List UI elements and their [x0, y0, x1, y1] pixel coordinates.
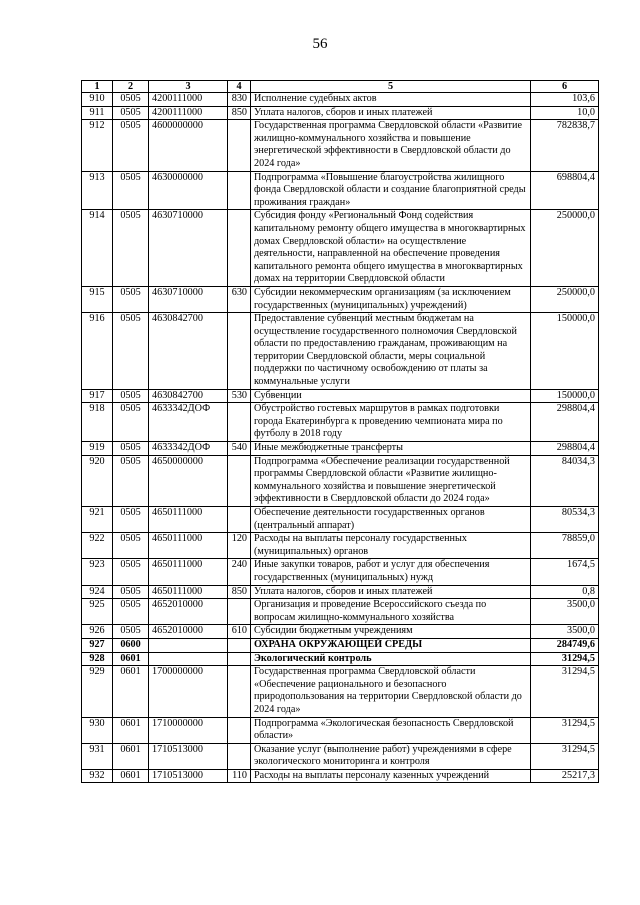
row-number: 924: [82, 585, 113, 599]
amount: 3500,0: [531, 625, 599, 639]
amount: 80534,3: [531, 507, 599, 533]
table-header-row: [82, 81, 599, 93]
item-name: Иные закупки товаров, работ и услуг для обеспечения государственных (муниципальных) нужд: [251, 559, 531, 585]
row-number: 911: [82, 106, 113, 120]
item-name: Субсидия фонду «Региональный Фонд содействия капитальному ремонту общего имущества в многоквартирных домах Свердловской области» на осуществление деятельности, направленной на обеспечение проведения капитального ремонта общего имущества в многоквартирных домах на территории Свердловской области: [251, 210, 531, 287]
section-code: 0505: [113, 625, 149, 639]
row-number: 920: [82, 455, 113, 506]
target-article-code: 4200111000: [149, 93, 228, 107]
item-name: Организация и проведение Всероссийского съезда по вопросам жилищно-коммунального хозяйства: [251, 599, 531, 625]
row-number: 929: [82, 666, 113, 717]
section-code: 0505: [113, 171, 149, 210]
amount: 31294,5: [531, 666, 599, 717]
target-article-code: 4630710000: [149, 286, 228, 312]
column-header: 5: [251, 81, 531, 93]
table-body: [82, 93, 599, 783]
section-code: 0505: [113, 585, 149, 599]
amount: 250000,0: [531, 210, 599, 287]
row-number: 932: [82, 769, 113, 783]
section-code: 0601: [113, 666, 149, 717]
amount: 150000,0: [531, 313, 599, 390]
section-code: 0505: [113, 507, 149, 533]
expense-type-code: 850: [228, 585, 251, 599]
column-header: 2: [113, 81, 149, 93]
item-name: Экологический контроль: [251, 652, 531, 666]
section-code: 0505: [113, 120, 149, 171]
amount: 3500,0: [531, 599, 599, 625]
amount: 298804,4: [531, 403, 599, 442]
table-row: [82, 743, 599, 769]
amount: 31294,5: [531, 717, 599, 743]
section-code: 0505: [113, 455, 149, 506]
table-row: [82, 507, 599, 533]
column-header: 4: [228, 81, 251, 93]
row-number: 910: [82, 93, 113, 107]
table-row: [82, 286, 599, 312]
row-number: 923: [82, 559, 113, 585]
target-article-code: 4633342ДОФ: [149, 403, 228, 442]
section-code: 0601: [113, 743, 149, 769]
target-article-code: 1700000000: [149, 666, 228, 717]
expense-type-code: [228, 652, 251, 666]
section-code: 0505: [113, 286, 149, 312]
expense-type-code: [228, 120, 251, 171]
amount: 84034,3: [531, 455, 599, 506]
table-row: [82, 533, 599, 559]
amount: 284749,6: [531, 638, 599, 652]
row-number: 928: [82, 652, 113, 666]
item-name: Подпрограмма «Экологическая безопасность Свердловской области»: [251, 717, 531, 743]
target-article-code: 4630842700: [149, 389, 228, 403]
table-row: [82, 120, 599, 171]
target-article-code: 4630710000: [149, 210, 228, 287]
amount: 250000,0: [531, 286, 599, 312]
amount: 698804,4: [531, 171, 599, 210]
target-article-code: 4630842700: [149, 313, 228, 390]
item-name: Предоставление субвенций местным бюджетам на осуществление государственного полномочия Свердловской области по предоставлению гражданам, проживающим на территории Свердловской области, меры социальной поддержки по частичному освобождению от платы за коммунальные услуги: [251, 313, 531, 390]
table-row: [82, 625, 599, 639]
expense-type-code: 240: [228, 559, 251, 585]
section-code: 0505: [113, 210, 149, 287]
expense-type-code: [228, 403, 251, 442]
target-article-code: 4650111000: [149, 585, 228, 599]
section-code: 0505: [113, 403, 149, 442]
row-number: 922: [82, 533, 113, 559]
table-row: [82, 666, 599, 717]
expense-type-code: 540: [228, 442, 251, 456]
target-article-code: 4630000000: [149, 171, 228, 210]
expense-type-code: 610: [228, 625, 251, 639]
expense-type-code: 630: [228, 286, 251, 312]
row-number: 917: [82, 389, 113, 403]
section-code: 0505: [113, 442, 149, 456]
row-number: 926: [82, 625, 113, 639]
target-article-code: 4650111000: [149, 533, 228, 559]
target-article-code: 1710513000: [149, 769, 228, 783]
column-header: 3: [149, 81, 228, 93]
row-number: 912: [82, 120, 113, 171]
section-code: 0600: [113, 638, 149, 652]
target-article-code: 4200111000: [149, 106, 228, 120]
item-name: Уплата налогов, сборов и иных платежей: [251, 106, 531, 120]
expense-type-code: [228, 666, 251, 717]
item-name: Расходы на выплаты персоналу казенных учреждений: [251, 769, 531, 783]
item-name: Государственная программа Свердловской области «Развитие жилищно-коммунального хозяйства и повышение энергетической эффективности в Свердловской области до 2024 года»: [251, 120, 531, 171]
expense-type-code: [228, 210, 251, 287]
expense-type-code: [228, 171, 251, 210]
amount: 31294,5: [531, 652, 599, 666]
amount: 31294,5: [531, 743, 599, 769]
target-article-code: 1710000000: [149, 717, 228, 743]
table-row: [82, 769, 599, 783]
item-name: Обеспечение деятельности государственных органов (центральный аппарат): [251, 507, 531, 533]
item-name: Подпрограмма «Повышение благоустройства жилищного фонда Свердловской области и создание благоприятной среды проживания граждан»: [251, 171, 531, 210]
expense-type-code: [228, 507, 251, 533]
item-name: ОХРАНА ОКРУЖАЮЩЕЙ СРЕДЫ: [251, 638, 531, 652]
amount: 103,6: [531, 93, 599, 107]
section-code: 0505: [113, 389, 149, 403]
table-row: [82, 171, 599, 210]
item-name: Субсидии некоммерческим организациям (за исключением государственных (муниципальных) учреждений): [251, 286, 531, 312]
item-name: Уплата налогов, сборов и иных платежей: [251, 585, 531, 599]
amount: 25217,3: [531, 769, 599, 783]
target-article-code: 4650111000: [149, 507, 228, 533]
section-code: 0505: [113, 93, 149, 107]
table-row: [82, 210, 599, 287]
table-row: [82, 638, 599, 652]
item-name: Субсидии бюджетным учреждениям: [251, 625, 531, 639]
row-number: 925: [82, 599, 113, 625]
amount: 150000,0: [531, 389, 599, 403]
expense-type-code: [228, 599, 251, 625]
expense-type-code: 530: [228, 389, 251, 403]
expense-type-code: 120: [228, 533, 251, 559]
row-number: 931: [82, 743, 113, 769]
row-number: 919: [82, 442, 113, 456]
item-name: Государственная программа Свердловской области «Обеспечение рационального и безопасного природопользования на территории Свердловской области до 2024 года»: [251, 666, 531, 717]
target-article-code: [149, 652, 228, 666]
row-number: 913: [82, 171, 113, 210]
target-article-code: 4600000000: [149, 120, 228, 171]
section-code: 0505: [113, 106, 149, 120]
row-number: 914: [82, 210, 113, 287]
target-article-code: 1710513000: [149, 743, 228, 769]
target-article-code: [149, 638, 228, 652]
expense-type-code: [228, 455, 251, 506]
row-number: 930: [82, 717, 113, 743]
table-row: [82, 106, 599, 120]
row-number: 921: [82, 507, 113, 533]
table-row: [82, 93, 599, 107]
budget-table: [81, 80, 599, 783]
section-code: 0601: [113, 652, 149, 666]
table-row: [82, 455, 599, 506]
table-row: [82, 559, 599, 585]
item-name: Расходы на выплаты персоналу государственных (муниципальных) органов: [251, 533, 531, 559]
table-row: [82, 652, 599, 666]
section-code: 0505: [113, 559, 149, 585]
item-name: Оказание услуг (выполнение работ) учреждениями в сфере экологического мониторинга и контроля: [251, 743, 531, 769]
section-code: 0601: [113, 717, 149, 743]
column-header: 6: [531, 81, 599, 93]
table-row: [82, 389, 599, 403]
expense-type-code: [228, 743, 251, 769]
amount: 0,8: [531, 585, 599, 599]
page-number: 56: [312, 36, 328, 52]
target-article-code: 4652010000: [149, 625, 228, 639]
target-article-code: 4633342ДОФ: [149, 442, 228, 456]
target-article-code: 4650000000: [149, 455, 228, 506]
section-code: 0505: [113, 313, 149, 390]
column-header: 1: [82, 81, 113, 93]
expense-type-code: [228, 717, 251, 743]
item-name: Подпрограмма «Обеспечение реализации государственной программы Свердловской области «Развитие жилищно-коммунального хозяйства и повышение энергетической эффективности в Свердловской области до 2024 года»: [251, 455, 531, 506]
amount: 78859,0: [531, 533, 599, 559]
table-row: [82, 599, 599, 625]
row-number: 918: [82, 403, 113, 442]
amount: 782838,7: [531, 120, 599, 171]
expense-type-code: 850: [228, 106, 251, 120]
expense-type-code: [228, 313, 251, 390]
amount: 10,0: [531, 106, 599, 120]
expense-type-code: 830: [228, 93, 251, 107]
table-row: [82, 717, 599, 743]
item-name: Исполнение судебных актов: [251, 93, 531, 107]
section-code: 0505: [113, 599, 149, 625]
expense-type-code: [228, 638, 251, 652]
table-row: [82, 442, 599, 456]
item-name: Субвенции: [251, 389, 531, 403]
item-name: Обустройство гостевых маршрутов в рамках подготовки города Екатеринбурга к проведению чемпионата мира по футболу в 2018 году: [251, 403, 531, 442]
table-row: [82, 403, 599, 442]
section-code: 0601: [113, 769, 149, 783]
table-row: [82, 313, 599, 390]
amount: 298804,4: [531, 442, 599, 456]
expense-type-code: 110: [228, 769, 251, 783]
target-article-code: 4650111000: [149, 559, 228, 585]
table-row: [82, 585, 599, 599]
row-number: 915: [82, 286, 113, 312]
item-name: Иные межбюджетные трансферты: [251, 442, 531, 456]
section-code: 0505: [113, 533, 149, 559]
row-number: 927: [82, 638, 113, 652]
row-number: 916: [82, 313, 113, 390]
target-article-code: 4652010000: [149, 599, 228, 625]
amount: 1674,5: [531, 559, 599, 585]
